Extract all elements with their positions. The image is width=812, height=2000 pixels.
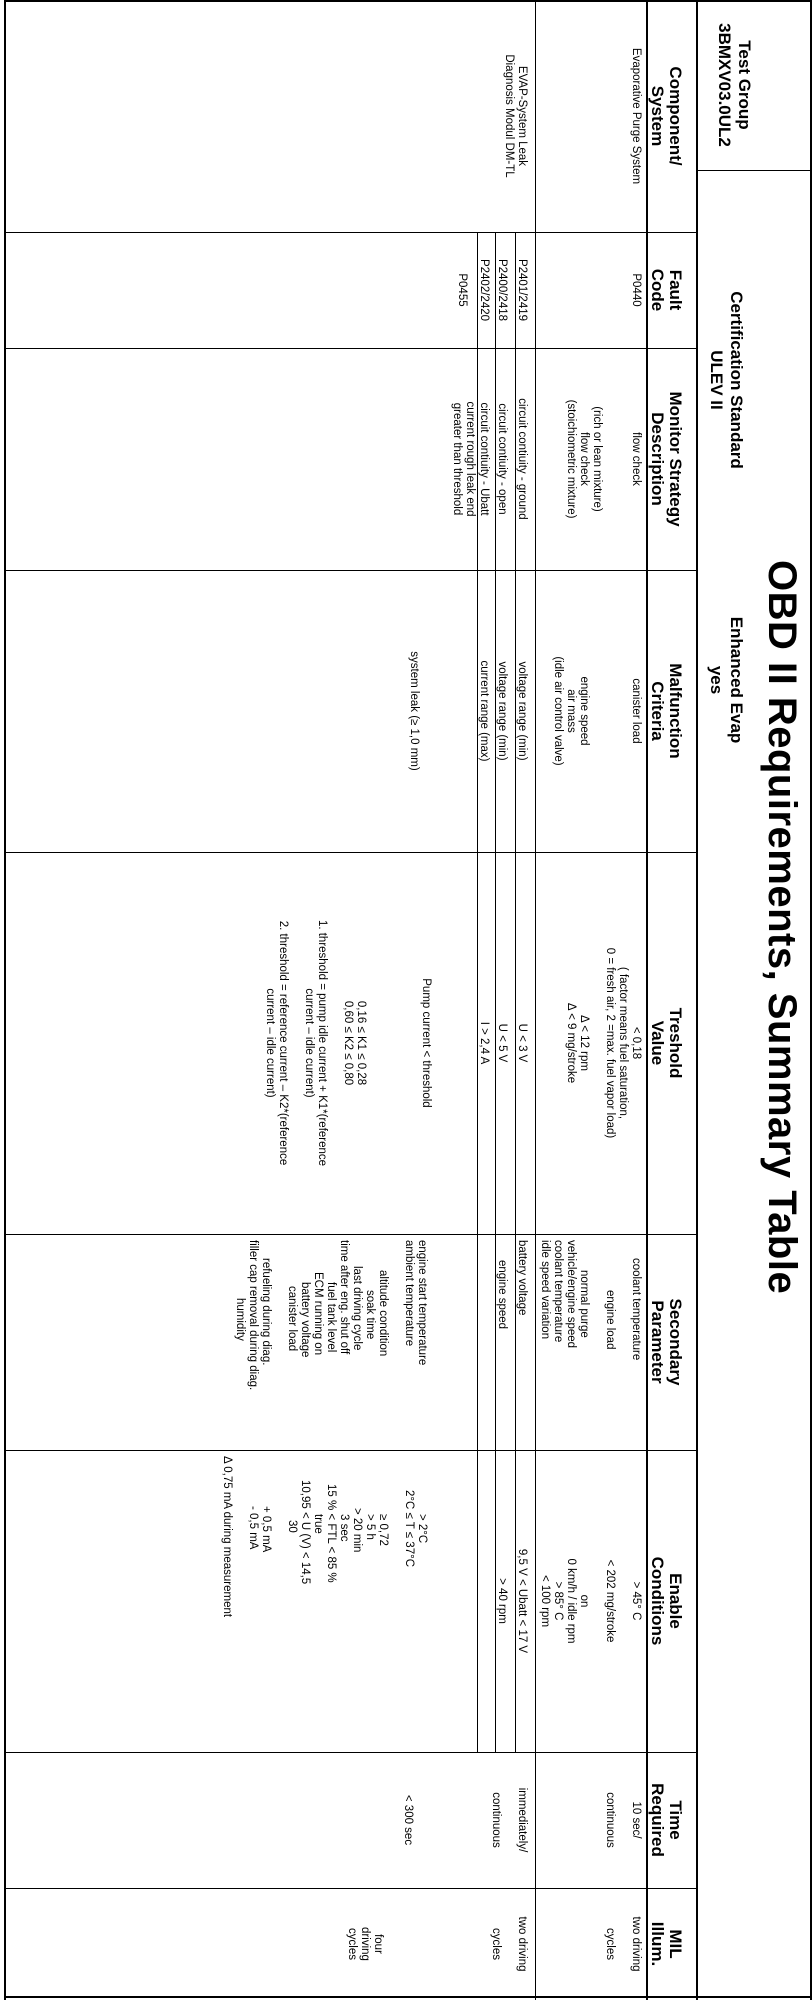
purge-malfunction: canister load engine speed air mass (idle air control valve) <box>552 656 642 766</box>
purge-component: Evaporative Purge System <box>630 47 642 185</box>
col-header-threshold: Treshold Value <box>648 1007 685 1079</box>
col-divider-8 <box>4 1888 698 1889</box>
col-divider-7 <box>4 1752 698 1753</box>
col-header-fault: Fault Code <box>648 268 685 312</box>
purge-time: 10 sec/ continuous <box>604 1792 642 1848</box>
dmtl-mil-1: two driving cycles <box>490 1916 528 1972</box>
test-group-value: 3BMXV03.0UL2 <box>715 23 734 147</box>
dmtl-enable-1: 9,5 V < Ubatt < 17 V <box>516 1548 528 1654</box>
test-group-label: Test Group <box>735 40 754 130</box>
dmtl-secondary-4: engine start temperature ambient temperature altitude condition soak time last driving cycle time after eng. shut off fuel tank level ECM running on battery voltage canister load refueling during diag. filler cap removal during diag. humidity <box>234 1240 428 1391</box>
dmtl-threshold-3: I > 2,4 A <box>478 1021 490 1065</box>
table-border-left <box>4 0 812 2</box>
dmtl-threshold-1: U < 3 V <box>516 1023 528 1063</box>
certification-value: ULEV II <box>707 350 726 410</box>
certification-label: Certification Standard <box>727 291 746 469</box>
col-header-mil: MIL Illum. <box>648 1921 685 1967</box>
dmtl-time-4: < 300 sec <box>402 1794 414 1846</box>
dmtl-strategy-1: circuit contiuity - ground <box>516 398 528 520</box>
header-divider-1 <box>696 170 812 171</box>
col-header-component: Component/ System <box>648 66 685 166</box>
col-header-strategy: Monitor Strategy Description <box>648 391 685 527</box>
col-divider-6 <box>4 1450 698 1451</box>
subrow-divider-1 <box>515 232 516 1752</box>
col-header-enable: Enable Conditions <box>648 1556 685 1646</box>
dmtl-strategy-2: circuit contiuity - open <box>496 403 508 515</box>
col-header-time: Time Required <box>648 1783 685 1857</box>
dmtl-threshold-4: Pump current < threshold 0,16 ≤ K1 ≤ 0,28 0,60 ≤ K2 ≤ 0,80 1. threshold = pump idle current + K1*(reference current – idle current) 2. threshold = reference current – K2*(reference current – idle current) <box>264 919 432 1167</box>
dmtl-secondary-1: battery voltage <box>516 1240 528 1316</box>
dmtl-time-1: immediately/ continuous <box>490 1787 528 1853</box>
col-divider-3 <box>4 570 698 571</box>
col-header-malfunction: Malfunction Criteria <box>648 663 685 759</box>
table-border-bottom <box>4 0 6 2000</box>
purge-strategy: flow check (rich or lean mixture) flow check (stoichiometric mixture) <box>565 399 642 519</box>
col-header-secondary: Secondary Parameter <box>648 1298 685 1386</box>
col-divider-1 <box>4 232 698 233</box>
purge-secondary: coolant temperature engine load normal purge vehicle/engine speed coolant temperature idle speed variation <box>539 1240 642 1361</box>
dmtl-secondary-2: engine speed <box>496 1260 508 1330</box>
dmtl-malfunction-3: current range (max) <box>478 660 490 762</box>
dmtl-mil-4: four driving cycles <box>346 1927 384 1961</box>
dmtl-malfunction-2: voltage range (min) <box>496 661 508 761</box>
dmtl-strategy-3: circuit contiuity - Ubatt <box>478 402 490 516</box>
col-divider-4 <box>4 852 698 853</box>
enhanced-evap-value: yes <box>707 665 726 695</box>
purge-threshold: < 0,18 ( factor means fuel saturation, 0 = fresh air, 2 =max. fuel vapor load) Δ < 12 rpm Δ < 9 mg/stroke <box>565 947 642 1139</box>
purge-fault-code: P0440 <box>630 273 642 307</box>
column-header-rule <box>646 0 648 2000</box>
dmtl-strategy-4: current rough leak end greater than threshold <box>451 401 476 517</box>
col-divider-5 <box>4 1234 698 1235</box>
dmtl-enable-2: > 40 rpm <box>496 1578 508 1624</box>
purge-enable: > 45° C < 202 mg/stroke on 0 km/h / idle rpm > 85° C < 100 rpm <box>539 1558 642 1644</box>
dmtl-fault-1: P2401/2419 <box>516 258 528 322</box>
enhanced-evap-label: Enhanced Evap <box>727 616 746 744</box>
header-rule <box>696 0 698 2000</box>
row-divider-right <box>535 1752 536 2000</box>
dmtl-component: EVAP-System Leak Diagnosis Modul DM-TL <box>503 54 528 178</box>
dmtl-malfunction-4: system leak (≥ 1,0 mm) <box>408 651 420 771</box>
row-divider <box>535 0 536 1752</box>
table-border-right <box>4 1996 812 1998</box>
subrow-divider-3 <box>477 232 478 1752</box>
dmtl-threshold-2: U < 5 V <box>496 1023 508 1063</box>
dmtl-fault-4: P0455 <box>456 273 468 307</box>
dmtl-fault-3: P2402/2420 <box>478 258 490 322</box>
page-title: OBD II Requirements, Summary Table <box>760 560 804 1295</box>
col-divider-2 <box>4 348 698 349</box>
subrow-divider-2 <box>495 232 496 1752</box>
dmtl-enable-4: > 2°C 2°C ≤ T ≤ 37°C ≥ 0,72 > 5 h > 20 min 3 sec 15 % < FTL < 85 % true 10,95 < U (V) < 14,5 30 + 0,5 mA - 0,5 mA Δ 0,75 mA during measurement <box>221 1456 428 1618</box>
purge-mil: two driving cycles <box>604 1916 642 1972</box>
dmtl-fault-2: P2400/2418 <box>496 258 508 322</box>
dmtl-malfunction-1: voltage range (min) <box>516 661 528 761</box>
